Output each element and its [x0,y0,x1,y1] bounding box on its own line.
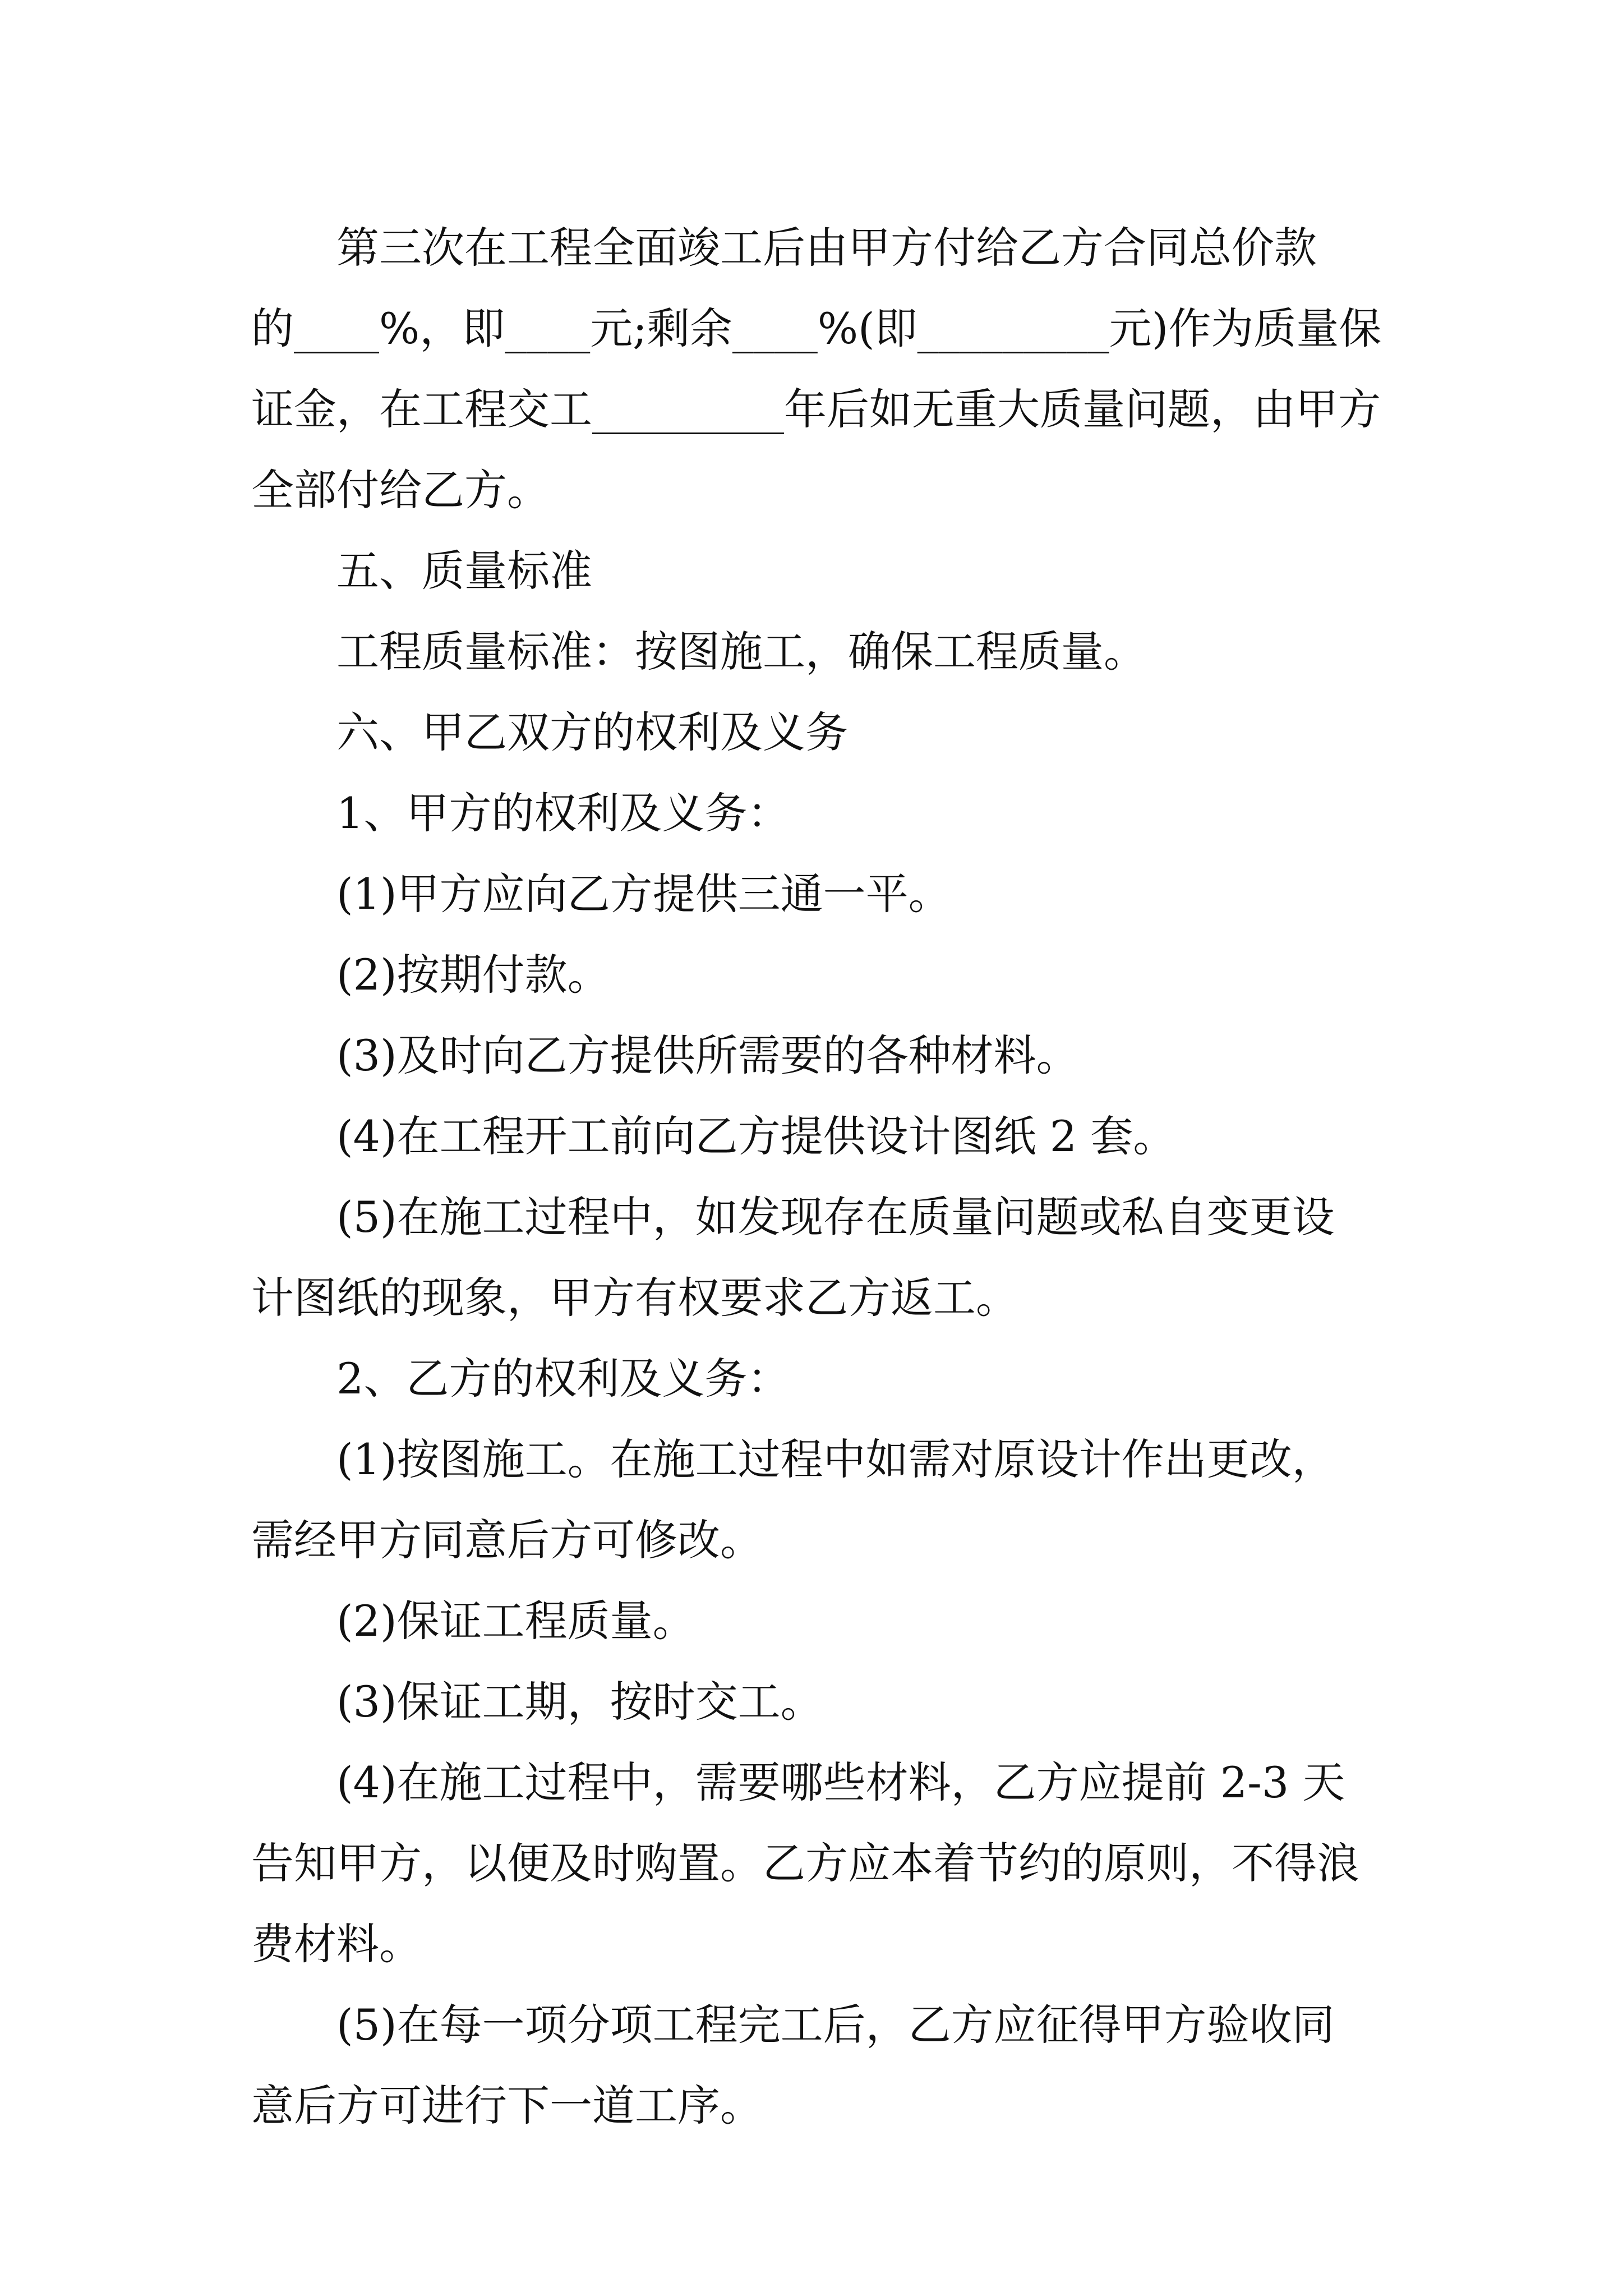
paragraph-line: (1)按图施工。在施工过程中如需对原设计作出更改， [336,1434,1335,1484]
quality-standard-text: 工程质量标准：按图施工，确保工程质量。 [336,627,1146,677]
party-a-item-1: (1)甲方应向乙方提供三通一平。 [336,869,951,919]
paragraph-line: 告知甲方，以便及时购置。乙方应本着节约的原则，不得浪 [251,1838,1359,1888]
paragraph-line: (4)在施工过程中，需要哪些材料，乙方应提前 2-3 天 [336,1757,1345,1807]
paragraph-line: 的____%，即____元;剩余____%(即_________元)作为质量保 [251,303,1382,353]
party-b-item-3: (3)保证工期，按时交工。 [336,1677,823,1727]
section-heading-quality-standard: 五、质量标准 [336,546,592,596]
paragraph-line: 费材料。 [251,1919,422,1969]
party-a-item-4: (4)在工程开工前向乙方提供设计图纸 2 套。 [336,1111,1176,1161]
party-a-heading: 1、甲方的权利及义务： [336,788,790,838]
paragraph-line: 第三次在工程全面竣工后由甲方付给乙方合同总价款 [336,223,1317,273]
paragraph-line: 计图纸的现象，甲方有权要求乙方返工。 [251,1273,1018,1323]
party-a-item-5 [251,1177,1390,1338]
party-b-item-4 [251,1742,1390,1985]
party-a-item-3: (3)及时向乙方提供所需要的各种材料。 [336,1030,1079,1080]
party-b-item-2: (2)保证工程质量。 [336,1596,695,1646]
paragraph-line: 需经甲方同意后方可修改。 [251,1515,763,1565]
party-b-heading: 2、乙方的权利及义务： [336,1354,790,1404]
paragraph-line: (5)在每一项分项工程完工后，乙方应征得甲方验收同 [336,2000,1335,2050]
party-a-item-2: (2)按期付款。 [336,950,610,1000]
paragraph-line: 意后方可进行下一道工序。 [251,2081,763,2131]
party-b-item-5 [251,1985,1390,2146]
document-body [251,208,1390,2146]
party-b-item-1 [251,1419,1390,1581]
paragraph-line: (5)在施工过程中，如发现存在质量问题或私自变更设 [336,1192,1335,1242]
payment-paragraph [251,208,1390,531]
section-heading-rights-obligations: 六、甲乙双方的权利及义务 [336,707,848,757]
paragraph-line: 证金，在工程交工_________年后如无重大质量问题，由甲方 [251,384,1381,434]
paragraph-line: 全部付给乙方。 [251,465,550,515]
